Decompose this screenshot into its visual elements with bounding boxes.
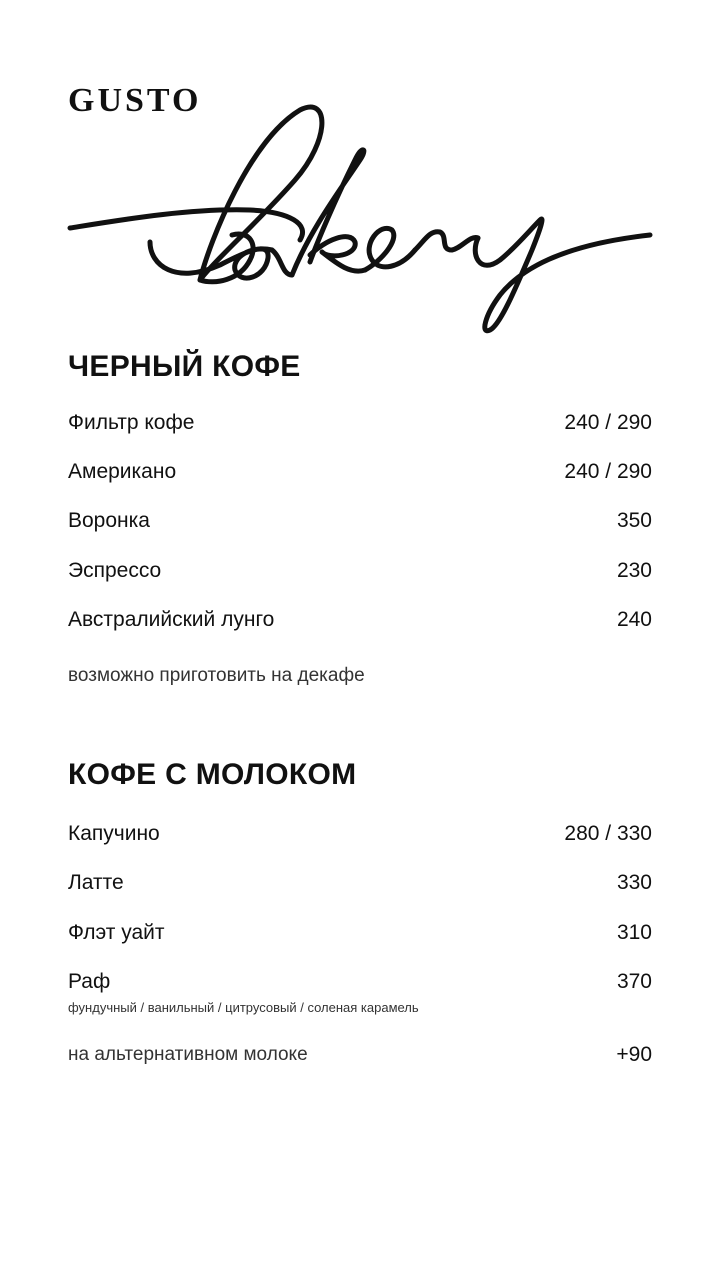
menu-item-name: Раф [68,970,111,993]
menu-item-row [68,918,652,948]
menu-item-row [68,605,652,635]
menu-item-price: 350 [616,509,652,532]
menu-item-row [68,819,652,849]
menu-item-price: 240 / 290 [564,411,652,434]
alt-milk-label: на альтернативном молоке [68,1044,308,1065]
menu-item-row [68,506,652,536]
menu-item-name: Фильтр кофе [68,411,195,434]
menu-item-name: Латте [68,871,124,894]
raf-flavor-options: фундучный / ванильный / цитрусовый / соленая карамель [68,1000,419,1015]
menu-item-price: 370 [616,970,652,993]
menu-item-row [68,457,652,487]
menu-item-row [68,967,652,997]
menu-item-name: Австралийский лунго [68,608,275,631]
menu-item-price: 230 [616,559,652,582]
alt-milk-row [68,1040,652,1070]
menu-item-name: Эспрессо [68,559,162,582]
menu-item-row [68,556,652,586]
brand-logo-text: GUSTO [68,82,202,119]
decaf-note: возможно приготовить на декафе [68,665,365,686]
menu-item-price: 240 [616,608,652,631]
menu-item-price: 310 [616,921,652,944]
alt-milk-price: +90 [616,1043,652,1066]
menu-item-name: Флэт уайт [68,921,165,944]
section-title-black-coffee: ЧЕРНЫЙ КОФЕ [68,350,301,383]
bakery-script-logo [0,80,720,360]
menu-item-name: Воронка [68,509,150,532]
menu-item-price: 280 / 330 [564,822,652,845]
menu-item-price: 330 [616,871,652,894]
menu-item-name: Американо [68,460,177,483]
menu-item-name: Капучино [68,822,160,845]
menu-item-row [68,408,652,438]
menu-item-price: 240 / 290 [564,460,652,483]
menu-item-row [68,868,652,898]
section-title-milk-coffee: КОФЕ С МОЛОКОМ [68,758,357,791]
